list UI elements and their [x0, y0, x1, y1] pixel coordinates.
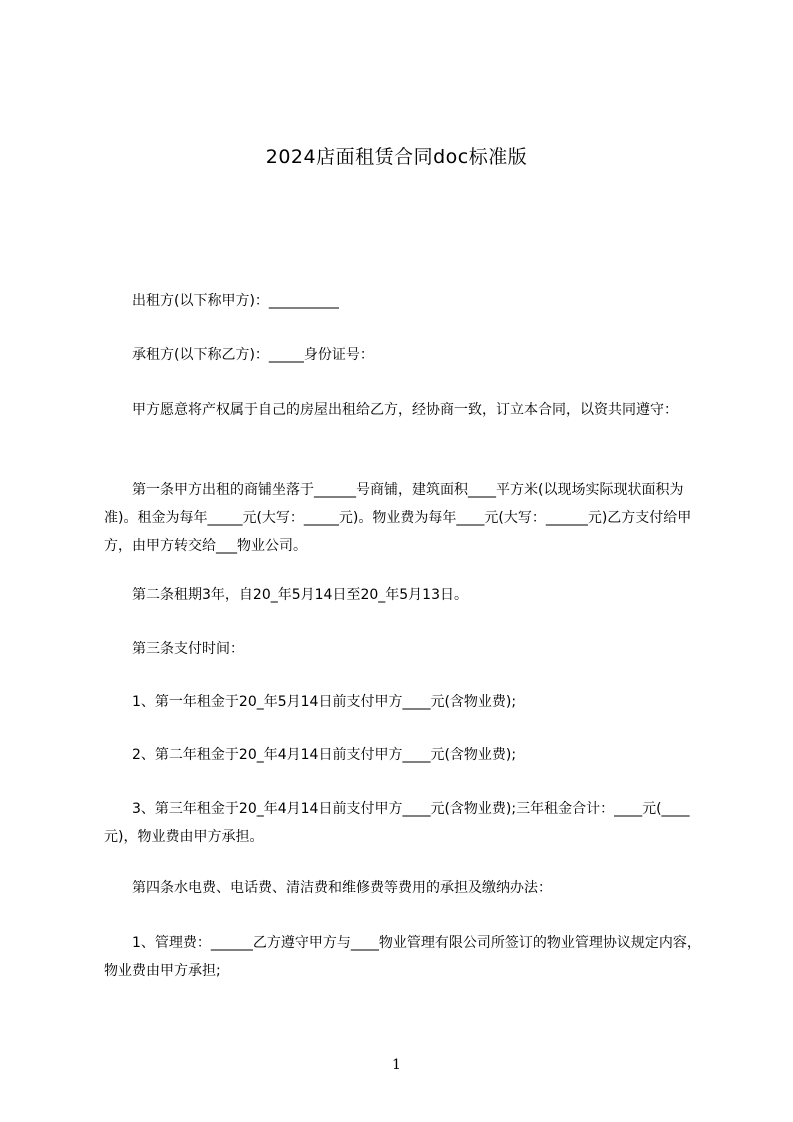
article-4-heading: 第四条水电费、电话费、清洁费和维修费等费用的承担及缴纳办法： [132, 880, 552, 896]
article-3-heading: 第三条支付时间： [132, 641, 244, 657]
preamble-paragraph: 甲方愿意将产权属于自己的房屋出租给乙方，经协商一致，订立本合同，以资共同遵守： [132, 402, 678, 418]
article-4-item-1: 1、管理费：______乙方遵守甲方与____物业管理有限公司所签订的物业管理协议规定内容，物业费由甲方承担; [104, 935, 701, 979]
article-1-paragraph: 第一条甲方出租的商铺坐落于______号商铺，建筑面积____平方米(以现场实际现状面积为准)。租金为每年_____元(大写：_____元)。物业费为每年____元(大写：______元)乙方支付给甲方，由甲方转交给___物业公司。 [104, 482, 692, 554]
article-2-paragraph: 第二条租期3年，自20_年5月14日至20_年5月13日。 [132, 587, 468, 603]
lessor-line: 出租方(以下称甲方)：__________ [132, 293, 339, 309]
lessee-line: 承租方(以下称乙方)：_____身份证号： [132, 347, 374, 363]
document-title: 2024店面租赁合同doc标准版 [265, 146, 528, 168]
article-3-item-2: 2、第二年租金于20_年4月14日前支付甲方____元(含物业费); [132, 747, 517, 763]
article-3-item-3: 3、第三年租金于20_年4月14日前支付甲方____元(含物业费);三年租金合计：____元(____元)，物业费由甲方承担。 [104, 801, 690, 845]
article-3-item-1: 1、第一年租金于20_年5月14日前支付甲方____元(含物业费); [132, 694, 517, 710]
page-number: 1 [392, 1057, 401, 1073]
